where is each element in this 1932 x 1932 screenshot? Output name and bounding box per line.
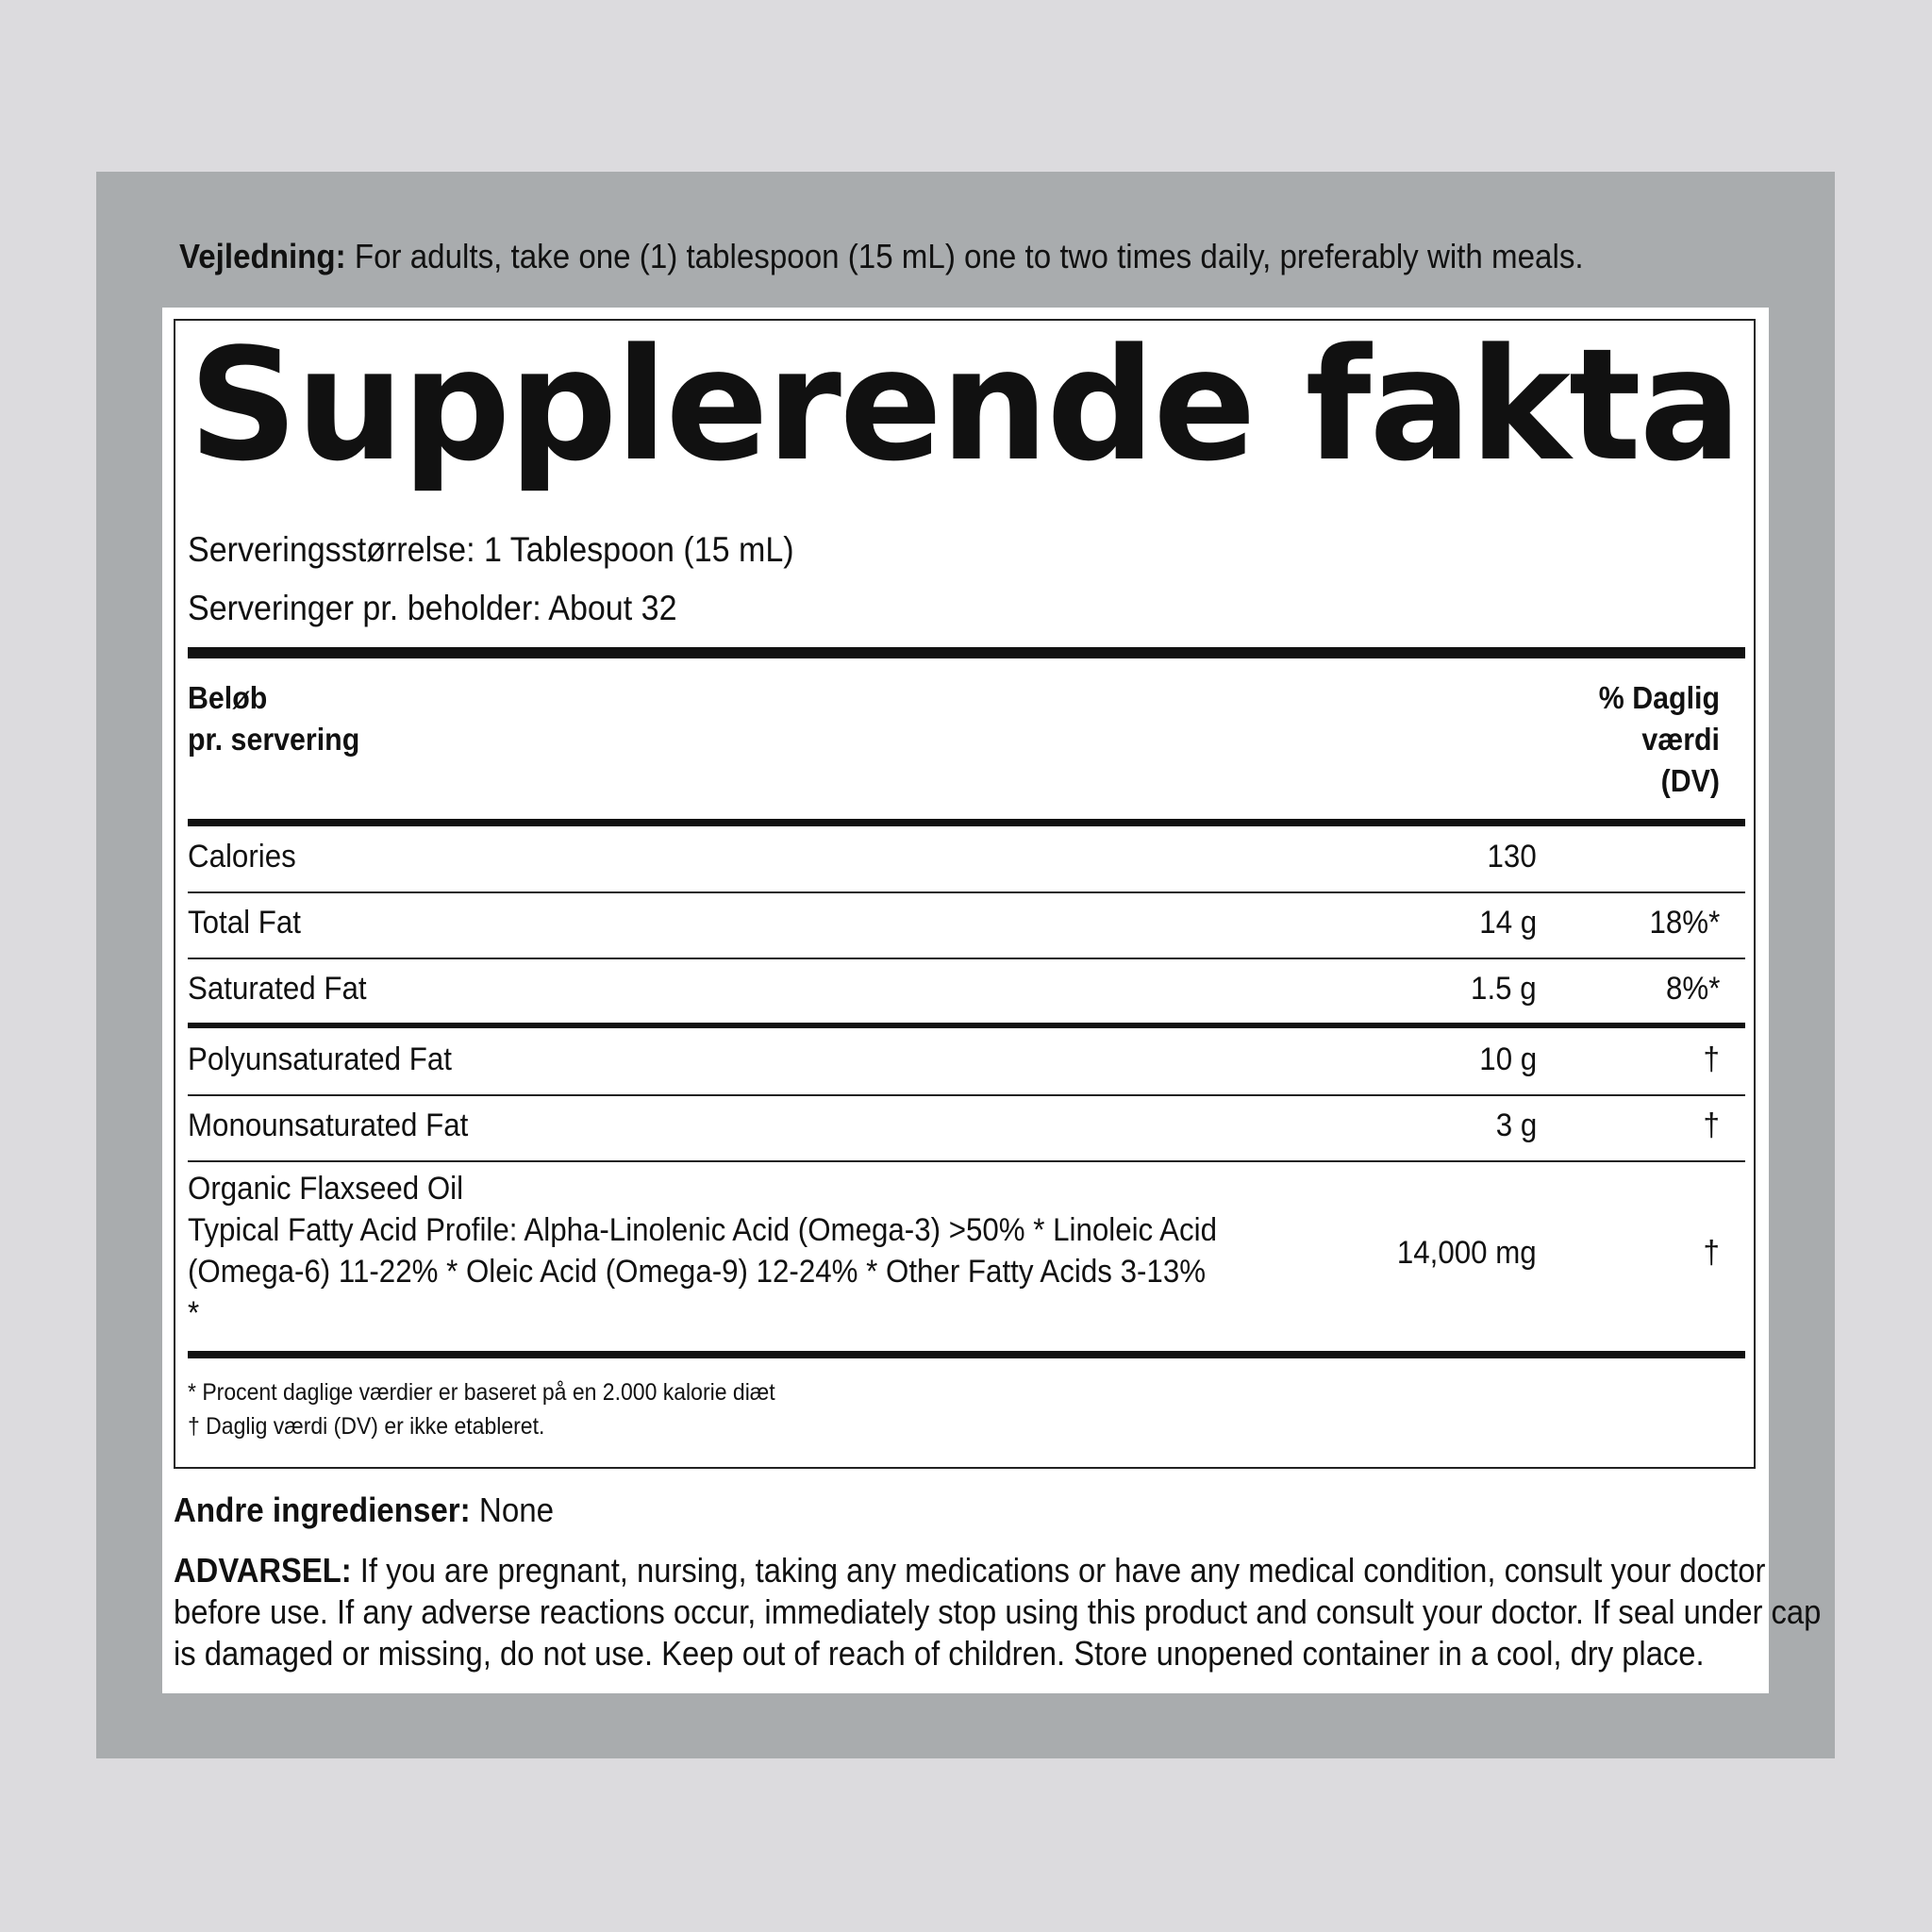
row-polyunsaturated-fat-amount: 10 g	[1479, 1041, 1537, 1077]
other-ingredients	[174, 1487, 554, 1534]
row-polyunsaturated-fat-dv: †	[1703, 1041, 1720, 1077]
header-amount-line2: pr. servering	[188, 722, 360, 757]
directions-body: For adults, take one (1) tablespoon (15 mL) one to two times daily, preferably with meals.	[345, 237, 1584, 275]
warning-line3: is damaged or missing, do not use. Keep out of reach of children. Store unopened container in a cool, dry place.	[174, 1634, 1705, 1673]
warning-text	[174, 1550, 1822, 1674]
header-dv-line3: (DV)	[1660, 763, 1720, 798]
directions-label: Vejledning:	[179, 237, 346, 275]
row-flaxseed-amount: 14,000 mg	[1397, 1235, 1537, 1271]
divider-thin	[188, 891, 1745, 893]
directions-text	[179, 232, 1655, 281]
facts-title: Supplerende fakta	[189, 315, 1740, 495]
row-monounsaturated-fat-amount: 3 g	[1495, 1108, 1537, 1143]
row-calories-amount: 130	[1487, 839, 1537, 874]
flaxseed-profile-line1: Typical Fatty Acid Profile: Alpha-Linolenic Acid (Omega-3) >50% * Linoleic Acid	[188, 1212, 1218, 1248]
row-saturated-fat-amount: 1.5 g	[1471, 971, 1537, 1007]
row-total-fat-dv: 18%*	[1649, 905, 1720, 941]
other-ingredients-value: None	[470, 1491, 555, 1529]
footnote-percent-dv: * Procent daglige værdier er baseret på en 2.000 kalorie diæt	[188, 1379, 775, 1406]
row-saturated-fat-dv: 8%*	[1665, 971, 1720, 1007]
divider-thick	[188, 1351, 1745, 1358]
divider-thick	[188, 819, 1745, 826]
row-calories-label: Calories	[188, 839, 296, 874]
flaxseed-profile-line2: (Omega-6) 11-22% * Oleic Acid (Omega-9) 12-24% * Other Fatty Acids 3-13%	[188, 1254, 1207, 1290]
flaxseed-name: Organic Flaxseed Oil	[188, 1171, 464, 1207]
header-daily-value	[1546, 677, 1720, 802]
header-dv-line2: værdi	[1641, 722, 1720, 757]
header-dv-line1: % Daglig	[1598, 680, 1720, 715]
divider-thin	[188, 1094, 1745, 1096]
row-total-fat-label: Total Fat	[188, 905, 301, 941]
warning-label: ADVARSEL:	[174, 1551, 352, 1590]
divider-thin	[188, 1160, 1745, 1162]
serving-size: Serveringsstørrelse: 1 Tablespoon (15 mL)	[188, 530, 794, 569]
servings-per-container: Serveringer pr. beholder: About 32	[188, 589, 677, 627]
row-total-fat-amount: 14 g	[1479, 905, 1537, 941]
header-amount-per-serving	[188, 677, 359, 760]
supplement-facts-panel	[174, 315, 1756, 1469]
other-ingredients-label: Andre ingredienser:	[174, 1491, 471, 1529]
row-monounsaturated-fat-label: Monounsaturated Fat	[188, 1108, 469, 1143]
row-flaxseed-dv: †	[1703, 1235, 1720, 1271]
flaxseed-profile-line3: *	[188, 1295, 200, 1331]
warning-line1: If you are pregnant, nursing, taking any medications or have any medical condition, consult your doctor	[351, 1551, 1766, 1590]
row-saturated-fat-label: Saturated Fat	[188, 971, 367, 1007]
divider-medium	[188, 1023, 1745, 1028]
header-amount-line1: Beløb	[188, 680, 268, 715]
divider-thick	[188, 647, 1745, 658]
row-polyunsaturated-fat-label: Polyunsaturated Fat	[188, 1041, 452, 1077]
footnote-dv-not-established: † Daglig værdi (DV) er ikke etableret.	[188, 1413, 545, 1440]
row-monounsaturated-fat-dv: †	[1703, 1108, 1720, 1143]
divider-thin	[188, 958, 1745, 959]
warning-line2: before use. If any adverse reactions occur, immediately stop using this product and consult your doctor. If seal under cap	[174, 1592, 1822, 1631]
row-flaxseed-oil	[188, 1168, 1263, 1334]
